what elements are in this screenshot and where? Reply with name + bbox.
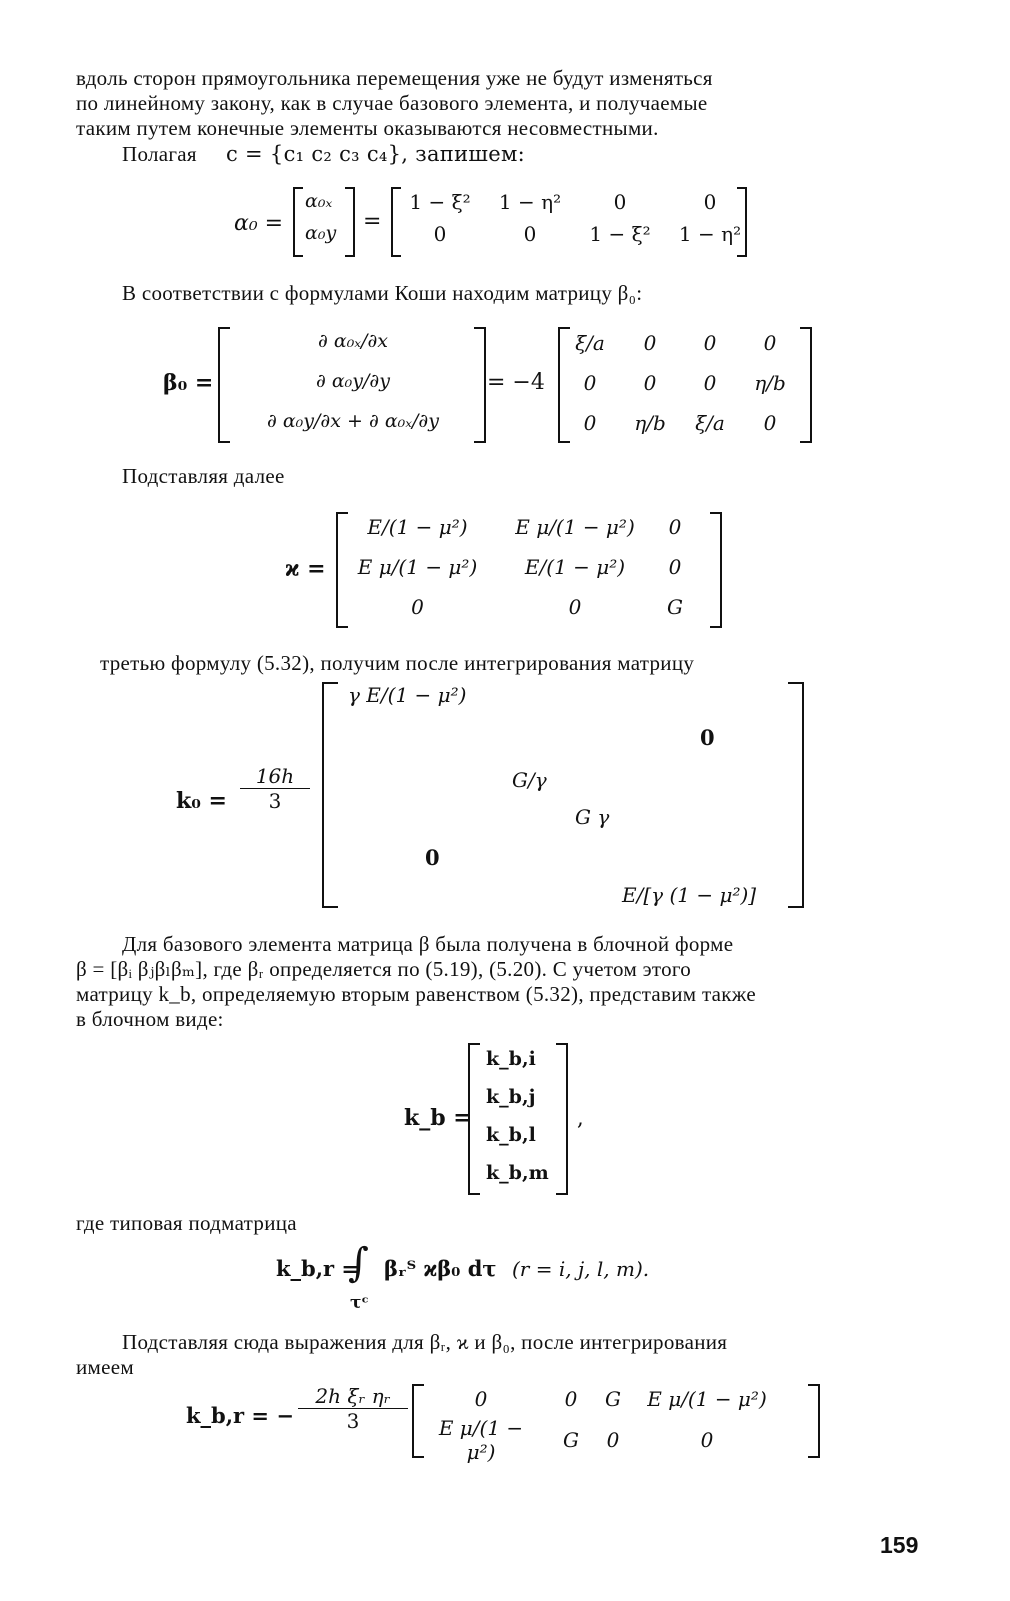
cell: 0 [703, 331, 717, 355]
k0-diag-2: G/γ [512, 768, 547, 792]
cell: E μ/(1 − μ²) [647, 1387, 767, 1411]
cell: 0 [668, 515, 682, 539]
beta-col-left-bracket [218, 327, 230, 443]
kbr-denominator: 3 [346, 1409, 360, 1433]
kb-comma: , [577, 1106, 584, 1130]
subst-line2: имеем [76, 1355, 134, 1379]
cell: 0 [564, 1387, 578, 1411]
k0-diag-3: G γ [575, 805, 610, 829]
kbr-numerator: 2h ξᵣ ηᵣ [315, 1384, 391, 1408]
cell: 0 [700, 1428, 714, 1452]
cell: G [563, 1428, 579, 1452]
cell: 0 [643, 331, 657, 355]
cell: 1 − η² [498, 190, 562, 214]
alpha-vec-left-bracket [293, 187, 303, 257]
kb-item-m: k_b,m [486, 1162, 549, 1184]
kb-item-l: k_b,l [486, 1124, 536, 1146]
beta-coef: = −4 [487, 370, 545, 395]
kb-left-bracket [468, 1043, 480, 1195]
cell: G [605, 1387, 621, 1411]
para2-line1: Для базового элемента матрица β была получена в блочной форме [122, 932, 734, 956]
kappa-lhs: ϰ = [285, 556, 326, 582]
beta-col-right-bracket [474, 327, 486, 443]
beta-mat-right-bracket [800, 327, 812, 443]
integral-sign: ∫ [348, 1240, 369, 1286]
cell: 1 − η² [678, 222, 742, 246]
para1-line2: по линейному закону, как в случае базового элемента, и получаемые [76, 91, 708, 115]
kbr-integral-lhs: k_b,r = [276, 1256, 360, 1281]
para2-line4: в блочном виде: [76, 1007, 224, 1031]
kbr-range: (r = i, j, l, m). [512, 1257, 650, 1281]
cell: ξ/a [695, 411, 725, 435]
cell: E/(1 − μ²) [524, 555, 626, 579]
para2-line2: β = [βᵢ βⱼβₗβₘ], где βᵣ определяется по (5.19), (5.20). С учетом этого [76, 957, 692, 981]
k0-lhs: k₀ = [176, 788, 227, 814]
cell: 0 [703, 190, 717, 214]
cell: 1 − ξ² [589, 222, 651, 246]
cell: η/b [754, 371, 786, 395]
k0-diag-1: γ E/(1 − μ²) [348, 683, 467, 707]
beta0-matrix [560, 323, 800, 443]
alpha0x: α₀ₓ [305, 190, 333, 212]
podstavlyaya-line: Подставляя далее [122, 464, 285, 488]
cell: 0 [668, 555, 682, 579]
kappa-matrix [340, 507, 695, 627]
cell: E μ/(1 − μ²) [515, 515, 635, 539]
integral-domain: τᶜ [350, 1293, 369, 1313]
k0-denominator: 3 [268, 789, 282, 813]
k0-numerator: 16h [255, 764, 295, 788]
koshi-line: В соответствии с формулами Коши находим матрицу β₀: [122, 281, 643, 305]
cell: 0 [703, 371, 717, 395]
kbr-integrand: βᵣᵀ ϰβ₀ dτ [384, 1256, 497, 1281]
kb-right-bracket [556, 1043, 568, 1195]
c-definition: c = {c₁ c₂ c₃ c₄}, запишем: [226, 142, 525, 166]
gde-line: где типовая подматрица [76, 1211, 297, 1235]
third-formula-line: третью формулу (5.32), получим после интегрирования матрицу [100, 651, 695, 675]
subst-line1: Подставляя сюда выражения для βᵣ, ϰ и β₀, после интегрирования [122, 1330, 728, 1354]
cell: ξ/a [575, 331, 605, 355]
cell: 0 [763, 411, 777, 435]
beta-col-1: ∂ α₀ₓ/∂x [318, 330, 388, 352]
cell: 0 [411, 595, 424, 619]
kappa-right-bracket [710, 512, 722, 628]
kb-item-i: k_b,i [486, 1048, 536, 1070]
kbr-final-matrix [412, 1382, 780, 1464]
cell: 0 [433, 222, 447, 246]
k0-zero-lower: 0 [425, 845, 440, 870]
page-number: 159 [880, 1532, 919, 1558]
cell: 0 [606, 1428, 620, 1452]
kbr-final-lhs: k_b,r = − [186, 1403, 294, 1428]
cell: 0 [613, 190, 627, 214]
cell: η/b [634, 411, 666, 435]
alpha-vec-right-bracket [345, 187, 355, 257]
k0-right-bracket [788, 682, 804, 908]
alpha-mat-right-bracket [737, 187, 747, 257]
kb-lhs: k_b = [404, 1105, 472, 1131]
cell: E/(1 − μ²) [367, 515, 468, 539]
cell: 0 [583, 371, 597, 395]
k0-left-bracket [322, 682, 338, 908]
para1-line3: таким путем конечные элементы оказываются несовместными. [76, 116, 659, 140]
alpha0-lhs: α₀ = [234, 211, 284, 236]
beta0-lhs: β₀ = [163, 370, 214, 396]
cell: 1 − ξ² [409, 190, 471, 214]
para1-line1: вдоль сторон прямоугольника перемещения уже не будут изменяться [76, 66, 713, 90]
para2-line3: матрицу k_b, определяемую вторым равенством (5.32), представим также [76, 982, 756, 1006]
beta-col-2: ∂ α₀y/∂y [315, 370, 390, 392]
cell: E μ/(1 − μ²) [357, 555, 478, 579]
cell: 0 [643, 371, 657, 395]
kbr-fraction [298, 1384, 408, 1433]
cell: 0 [583, 411, 597, 435]
cell: 0 [474, 1387, 488, 1411]
k0-zero-upper: 0 [700, 725, 715, 750]
kbr-right-bracket [808, 1384, 820, 1458]
kb-item-j: k_b,j [486, 1086, 536, 1108]
k0-fraction [240, 764, 310, 813]
cell: G [667, 595, 683, 619]
cell: 0 [763, 331, 777, 355]
alpha0y: α₀y [305, 222, 337, 244]
cell: E μ/(1 − μ²) [438, 1416, 524, 1464]
beta-col-3: ∂ α₀y/∂x + ∂ α₀ₓ/∂y [266, 410, 439, 432]
k0-diag-4: E/[γ (1 − μ²)] [622, 883, 757, 907]
cell: 0 [568, 595, 582, 619]
equals-sign: = [363, 209, 382, 234]
cell: 0 [523, 222, 537, 246]
polagaya-word: Полагая [122, 142, 197, 166]
alpha0-matrix [395, 186, 755, 250]
